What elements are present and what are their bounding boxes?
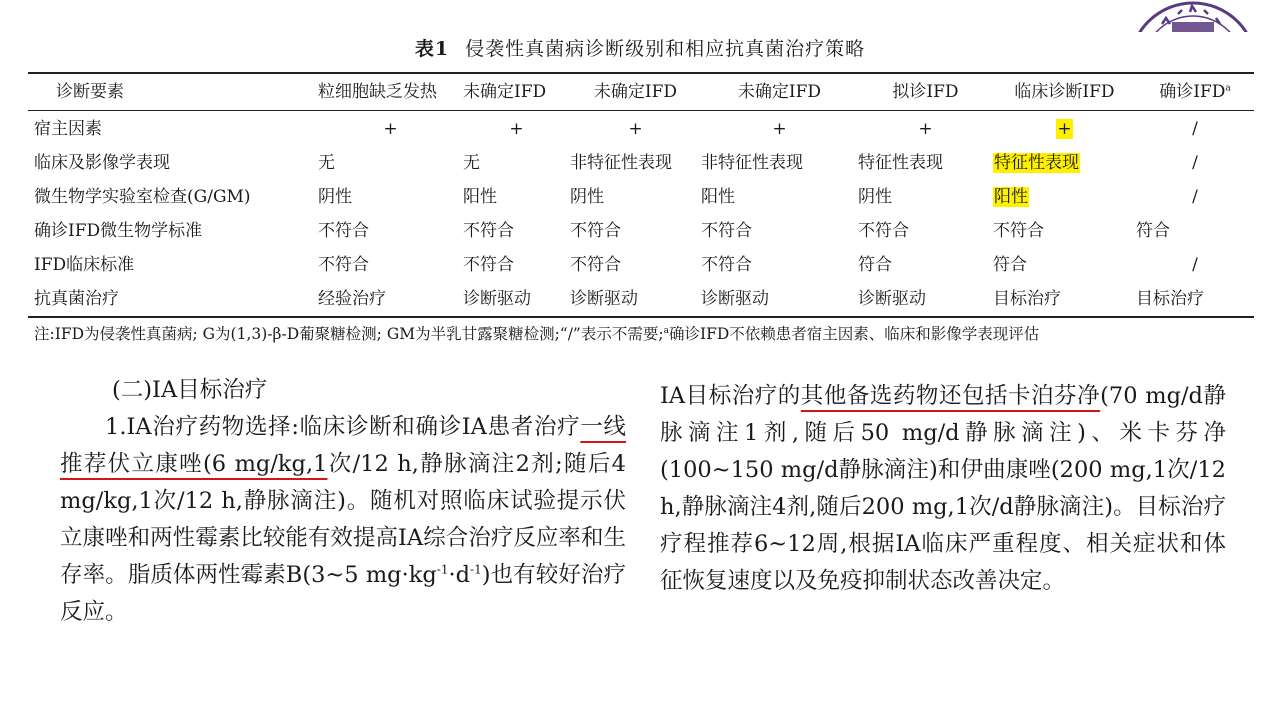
header-cell: 拟诊IFD	[858, 74, 993, 111]
table-cell: 非特征性表现	[701, 153, 803, 173]
seal-icon	[1132, 0, 1254, 32]
row-label: 临床及影像学表现	[34, 153, 170, 173]
paragraph-alternative-drugs	[660, 378, 1226, 600]
superscript: -1	[436, 562, 449, 577]
row-label: IFD临床标准	[34, 255, 135, 275]
note-footnote-mark: a	[663, 325, 669, 336]
table-row	[28, 180, 1254, 214]
table-cell: 不符合	[570, 255, 621, 275]
table-cell	[993, 180, 1136, 214]
paragraph-text: 1.IA治疗药物选择:临床诊断和确诊IA患者治疗	[105, 414, 581, 440]
table-cell: 阴性	[858, 187, 892, 207]
table-cell: +	[918, 119, 933, 139]
table-cell: 非特征性表现	[570, 153, 672, 173]
table-cell: 不符合	[701, 255, 752, 275]
table-cell: 不符合	[318, 221, 369, 241]
header-cell: 未确定IFD	[463, 74, 570, 111]
superscript: -1	[470, 562, 482, 577]
highlighted-cell: 特征性表现	[994, 153, 1079, 173]
paragraph-text: ·d	[448, 562, 471, 588]
table-cell: 经验治疗	[318, 289, 386, 309]
note-text-part1: 注:IFD为侵袭性真菌病; G为(1,3)-β-D葡聚糖检测; GM为半乳甘露聚糖检测;“/”表示不需要;	[34, 325, 664, 343]
table-cell: 诊断驱动	[858, 289, 926, 309]
paragraph-ia-drug-selection	[60, 409, 626, 631]
table-cell: /	[1192, 187, 1198, 207]
table-cell: 不符合	[858, 221, 909, 241]
table-cell: 符合	[1136, 221, 1170, 241]
table-cell: 不符合	[993, 221, 1044, 241]
table-cell: 不符合	[570, 221, 621, 241]
table-cell: +	[383, 119, 398, 139]
underlined-text: 其他备选药物还包括卡泊芬净	[800, 383, 1101, 409]
paragraph-text: (70 mg/d静脉滴注1剂,随后50 mg/d静脉滴注)、米卡芬净(100~150 mg/d静脉滴注)和伊曲康唑(200 mg,1次/12 h,静脉滴注4剂,随后200 mg,1次/d静脉滴注)。目标治疗疗程推荐6~12周,根据IA临床严重程度、相关症状和体征恢复速度以及免疫抑制状态改善决定。	[660, 383, 1226, 594]
table-number: 表1	[414, 38, 450, 60]
table-title	[0, 34, 1280, 64]
table-row	[28, 248, 1254, 282]
table-row	[28, 146, 1254, 180]
table-cell: 不符合	[701, 221, 752, 241]
row-label: 抗真菌治疗	[34, 289, 119, 309]
right-text-column	[660, 378, 1226, 600]
table-cell: 阳性	[463, 187, 497, 207]
table-cell: 目标治疗	[1136, 289, 1204, 309]
table-cell: +	[772, 119, 787, 139]
header-cell	[1136, 74, 1254, 111]
table-row	[28, 111, 1254, 147]
table-cell	[993, 111, 1136, 147]
header-cell: 粒细胞缺乏发热	[318, 74, 463, 111]
table-cell: 不符合	[318, 255, 369, 275]
table-cell: 诊断驱动	[570, 289, 638, 309]
header-cell: 未确定IFD	[701, 74, 858, 111]
table-cell: 符合	[993, 255, 1027, 275]
table-cell: 诊断驱动	[463, 289, 531, 309]
left-text-column	[60, 372, 626, 631]
table-cell: /	[1192, 153, 1198, 173]
section-heading: (二)IA目标治疗	[112, 377, 268, 403]
table-cell: 阴性	[570, 187, 604, 207]
table-cell: 无	[318, 153, 335, 173]
table-row	[28, 214, 1254, 248]
table-row	[28, 282, 1254, 316]
row-label: 宿主因素	[34, 119, 102, 139]
row-label: 微生物学实验室检查(G/GM)	[34, 187, 251, 207]
table-cell: 诊断驱动	[701, 289, 769, 309]
table-header-row	[28, 74, 1254, 111]
paragraph-text: )也有较好治疗反应。	[60, 562, 626, 625]
highlighted-cell: 阳性	[994, 187, 1028, 207]
paragraph-text: IA目标治疗的	[660, 383, 801, 409]
row-label: 确诊IFD微生物学标准	[34, 221, 203, 241]
table-note	[34, 320, 1258, 370]
table-cell: /	[1192, 119, 1198, 139]
table-cell: /	[1192, 255, 1198, 275]
table-cell: 阴性	[318, 187, 352, 207]
table-cell: +	[628, 119, 643, 139]
table-cell	[993, 146, 1136, 180]
table-cell: 不符合	[463, 221, 514, 241]
note-text-part2: 确诊IFD不依赖患者宿主因素、临床和影像学表现评估	[668, 325, 1040, 343]
header-cell: 临床诊断IFD	[993, 74, 1136, 111]
table-cell: +	[509, 119, 524, 139]
highlighted-cell: +	[1057, 119, 1072, 139]
paragraph-text: 次/12 h,静脉滴注2剂;随后4 mg/kg,1次/12 h,静脉滴注)。随机对照临床试验提示伏立康唑和两性霉素比较能有效提高IA综合治疗反应率和生存率。脂质体两性霉素B(3~5 mg·kg	[60, 451, 626, 588]
table-cell: 特征性表现	[858, 153, 943, 173]
diagnosis-table	[28, 72, 1254, 318]
table-cell: 符合	[858, 255, 892, 275]
table-title-text: 侵袭性真菌病诊断级别和相应抗真菌治疗策略	[465, 38, 866, 60]
table-cell: 无	[463, 153, 480, 173]
footnote-mark: a	[1225, 83, 1231, 94]
table-cell: 不符合	[463, 255, 514, 275]
header-cell-text: 确诊IFD	[1159, 82, 1226, 102]
header-cell: 未确定IFD	[570, 74, 701, 111]
table-cell: 目标治疗	[993, 289, 1061, 309]
underlined-text: 一线推荐伏立康唑(6 mg/kg,1	[60, 414, 626, 477]
table-cell: 阳性	[701, 187, 735, 207]
header-cell: 诊断要素	[28, 74, 318, 111]
university-seal-logo	[1132, 0, 1254, 32]
